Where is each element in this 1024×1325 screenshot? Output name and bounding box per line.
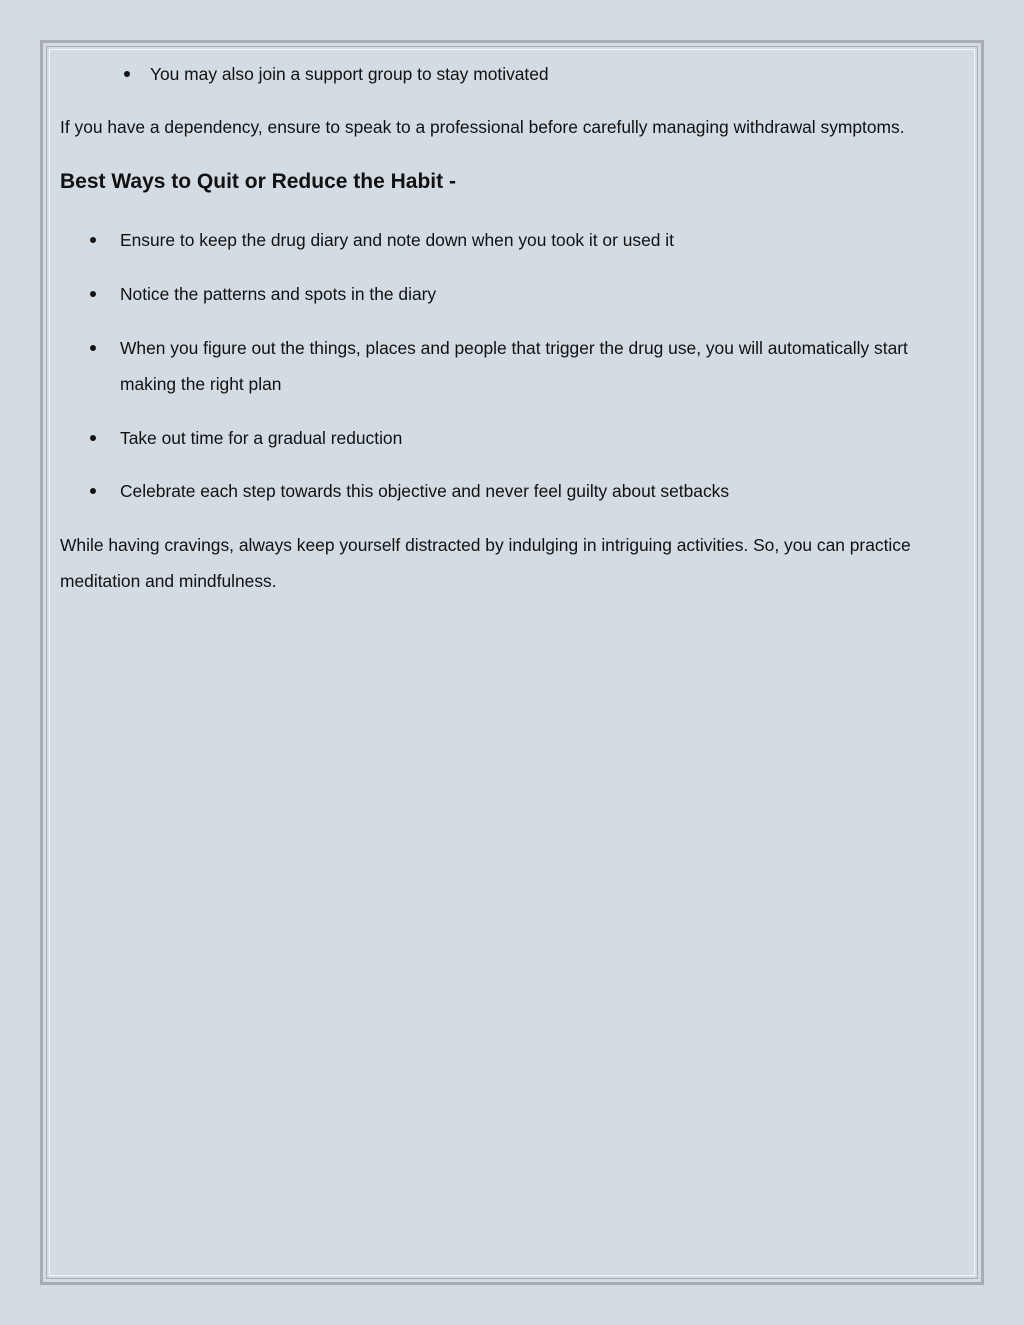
bullet-icon xyxy=(90,291,96,297)
list-item-text: When you figure out the things, places and people that trigger the drug use, you will automatically start making the right plan xyxy=(120,338,908,394)
dependency-paragraph: If you have a dependency, ensure to speak to a professional before carefully managing withdrawal symptoms. xyxy=(60,117,905,137)
list-item-text: Celebrate each step towards this objective and never feel guilty about setbacks xyxy=(120,481,730,501)
bullet-icon xyxy=(124,71,130,77)
list-item-text: Take out time for a gradual reduction xyxy=(120,428,403,448)
bullet-icon xyxy=(90,345,96,351)
list-item-text: Ensure to keep the drug diary and note down when you took it or used it xyxy=(120,230,674,250)
bullet-icon xyxy=(90,237,96,243)
section-heading: Best Ways to Quit or Reduce the Habit - xyxy=(60,170,456,193)
bullet-icon xyxy=(90,435,96,441)
bullet-icon xyxy=(90,488,96,494)
intro-bullet-text: You may also join a support group to stay motivated xyxy=(150,64,549,84)
cravings-paragraph: While having cravings, always keep yourself distracted by indulging in intriguing activities. So, you can practice meditation and mindfulness. xyxy=(60,535,911,591)
list-item-text: Notice the patterns and spots in the diary xyxy=(120,284,437,304)
